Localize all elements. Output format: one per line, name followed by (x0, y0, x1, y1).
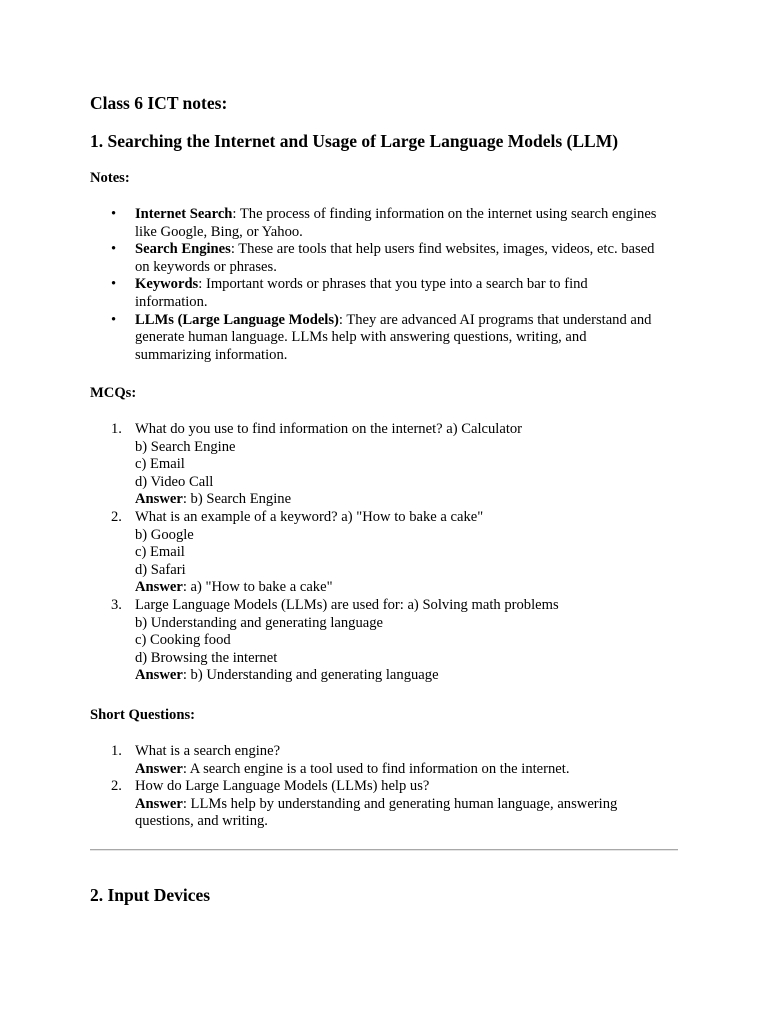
mcq-option: d) Video Call (135, 473, 214, 490)
answer-label: Answer (135, 579, 183, 596)
note-text: like Google, Bing, or Yahoo. (135, 223, 303, 240)
list-item (90, 276, 680, 311)
answer-label: Answer (135, 795, 183, 812)
section-2-title: 2. Input Devices (90, 885, 211, 905)
item-number: 1. (111, 743, 122, 759)
list-item (90, 312, 680, 365)
list-item (90, 241, 680, 276)
short-answer: : LLMs help by understanding and generating human language, answering (182, 795, 618, 812)
item-number: 2. (111, 778, 122, 795)
note-text: summarizing information. (135, 346, 288, 363)
list-item (90, 743, 680, 778)
list-item (90, 206, 680, 241)
notes-list (90, 206, 680, 364)
answer-label: Answer (135, 760, 183, 777)
item-number: 3. (111, 596, 122, 613)
mcq-answer: : a) "How to bake a cake" (182, 579, 333, 596)
note-text: : These are tools that help users find websites, images, videos, etc. based (230, 241, 655, 258)
short-questions-list (90, 743, 680, 831)
note-text: : They are advanced AI programs that understand and (338, 311, 652, 328)
short-questions-heading: Short Questions: (90, 707, 196, 723)
short-question: How do Large Language Models (LLMs) help us? (135, 778, 430, 795)
mcq-option: c) Email (135, 456, 185, 473)
mcq-question: What do you use to find information on the internet? a) Calculator (135, 421, 523, 437)
mcq-answer: : b) Understanding and generating language (182, 667, 439, 684)
notes-heading: Notes: (90, 170, 130, 186)
item-number: 1. (111, 421, 122, 437)
mcq-option: d) Safari (135, 561, 186, 578)
mcq-option: b) Google (135, 526, 194, 543)
answer-label: Answer (135, 491, 183, 508)
mcq-list (90, 421, 680, 685)
note-term: Internet Search (135, 206, 233, 222)
mcq-question: What is an example of a keyword? a) "How to bake a cake" (135, 508, 484, 525)
note-text: : Important words or phrases that you type into a search bar to find (198, 276, 588, 293)
list-item (90, 778, 680, 831)
mcq-option: c) Email (135, 544, 185, 561)
mcq-option: b) Understanding and generating language (135, 614, 384, 631)
short-answer: questions, and writing. (135, 813, 268, 830)
section-1-title: 1. Searching the Internet and Usage of Large Language Models (LLM) (90, 131, 619, 151)
note-term: Search Engines (135, 241, 231, 258)
short-answer: : A search engine is a tool used to find information on the internet. (182, 760, 570, 777)
mcq-option: c) Cooking food (135, 632, 231, 649)
list-item (90, 597, 680, 685)
note-text: : The process of finding information on the internet using search engines (232, 206, 657, 222)
section-divider (90, 849, 678, 851)
note-text: information. (135, 293, 208, 310)
list-item (90, 509, 680, 597)
mcq-question: Large Language Models (LLMs) are used for: a) Solving math problems (135, 596, 559, 613)
answer-label: Answer (135, 667, 183, 684)
note-text: on keywords or phrases. (135, 258, 277, 275)
note-term: LLMs (Large Language Models) (135, 311, 339, 328)
mcq-answer: : b) Search Engine (182, 491, 292, 508)
mcq-heading: MCQs: (90, 385, 137, 401)
mcq-option: d) Browsing the internet (135, 649, 278, 666)
short-question: What is a search engine? (135, 743, 281, 759)
list-item (90, 421, 680, 509)
item-number: 2. (111, 508, 122, 525)
mcq-option: b) Search Engine (135, 438, 236, 455)
note-text: generate human language. LLMs help with answering questions, writing, and (135, 329, 587, 346)
note-term: Keywords (135, 276, 199, 293)
document-title: Class 6 ICT notes: (90, 93, 228, 113)
